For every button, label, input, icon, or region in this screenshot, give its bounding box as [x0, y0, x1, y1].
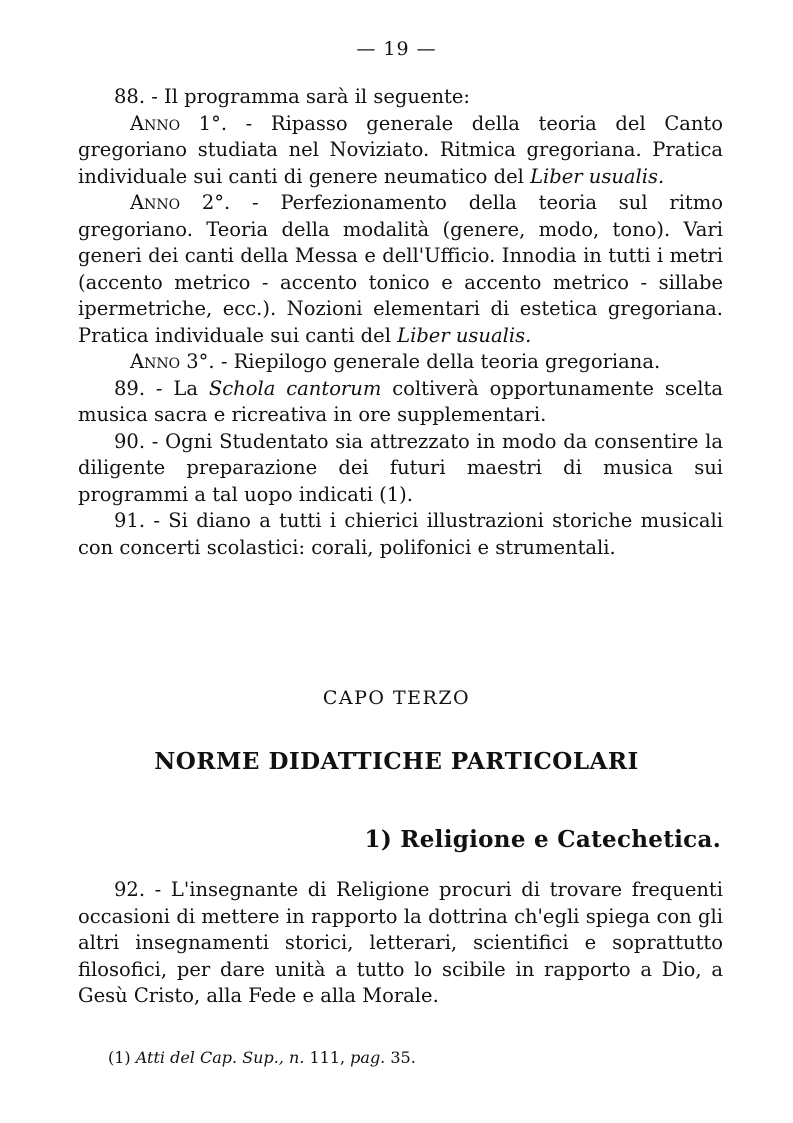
anno-num: 3°. - [180, 350, 234, 373]
chapter-heading: CAPO TERZO [322, 687, 471, 709]
paragraph-92: 92. - L'insegnante di Religione procuri di trovare frequenti occasioni di mettere in rapporto la dottrina ch'egli spiega con gli altri insegnamenti storici, letterari, scientifici e soprattutto filosofici, per dare unità a tutto lo scibile in rapporto a Dio, a Gesù Cristo, alla Fede e alla Morale. [78, 878, 723, 1007]
footnote-italic: Atti del Cap. Sup., n. [135, 1048, 305, 1067]
p89-pre: 89. - La [114, 376, 209, 400]
paragraph-90: 90. - Ogni Studentato sia attrezzato in modo da consentire la diligente preparazione dei futuri maestri di musica sui programmi a tal uopo indicati (1). [78, 429, 723, 506]
anno-label: Anno [130, 111, 181, 135]
anno-label: Anno [130, 191, 181, 214]
anno-text: Riepilogo generale della teoria gregoriana. [233, 350, 661, 373]
paragraph-anno-1 [78, 111, 723, 191]
paragraph-anno-2 [78, 190, 723, 349]
footnote-pre: (1) [108, 1048, 136, 1067]
paragraph-91: 91. - Si diano a tutti i chierici illustrazioni storiche musicali con concerti scolastici: corali, polifonici e strumentali. [78, 509, 723, 559]
anno-label: Anno [130, 350, 181, 373]
anno-text: Ripasso generale della teoria del Canto gregoriano studiata nel Noviziato. Ritmica gregoriana. Pratica individuale sui canti di genere neumatico del [78, 111, 724, 188]
section-title: NORME DIDATTICHE PARTICOLARI [154, 748, 639, 775]
footnote-italic-2: pag. [350, 1048, 386, 1067]
anno-num: 1°. - [180, 111, 271, 135]
footnote-post: 111, [304, 1048, 351, 1067]
section-text [78, 877, 723, 1010]
anno-italic: Liber usualis. [397, 323, 532, 347]
anno-num: 2°. - [180, 191, 281, 214]
main-text [78, 84, 723, 561]
anno-italic: Liber usualis. [530, 164, 665, 188]
paragraph-89 [78, 376, 723, 429]
footnote [108, 1048, 416, 1067]
subsection-title: 1) Religione e Catechetica. [364, 826, 721, 853]
p89-italic: Schola cantorum [208, 376, 382, 400]
anno-text: Perfezionamento della teoria sul ritmo gregoriano. Teoria della modalità (genere, modo, tono). Vari generi dei canti della Messa e dell'Ufficio. Innodia in tutti i metri (accento metrico - accento tonico e accento metrico - sillabe ipermetriche, ecc.). Nozioni elementari di estetica gregoriana. Pratica individuale sui canti del [78, 191, 723, 347]
p89-post: coltiverà opportunamente scelta musica sacra e ricreativa in ore supplementari. [78, 376, 723, 426]
page-number: — 19 — [356, 38, 437, 60]
paragraph-anno-3 [78, 349, 723, 376]
footnote-post-2: 35. [385, 1048, 416, 1067]
paragraph-88: 88. - Il programma sarà il seguente: [114, 85, 470, 108]
